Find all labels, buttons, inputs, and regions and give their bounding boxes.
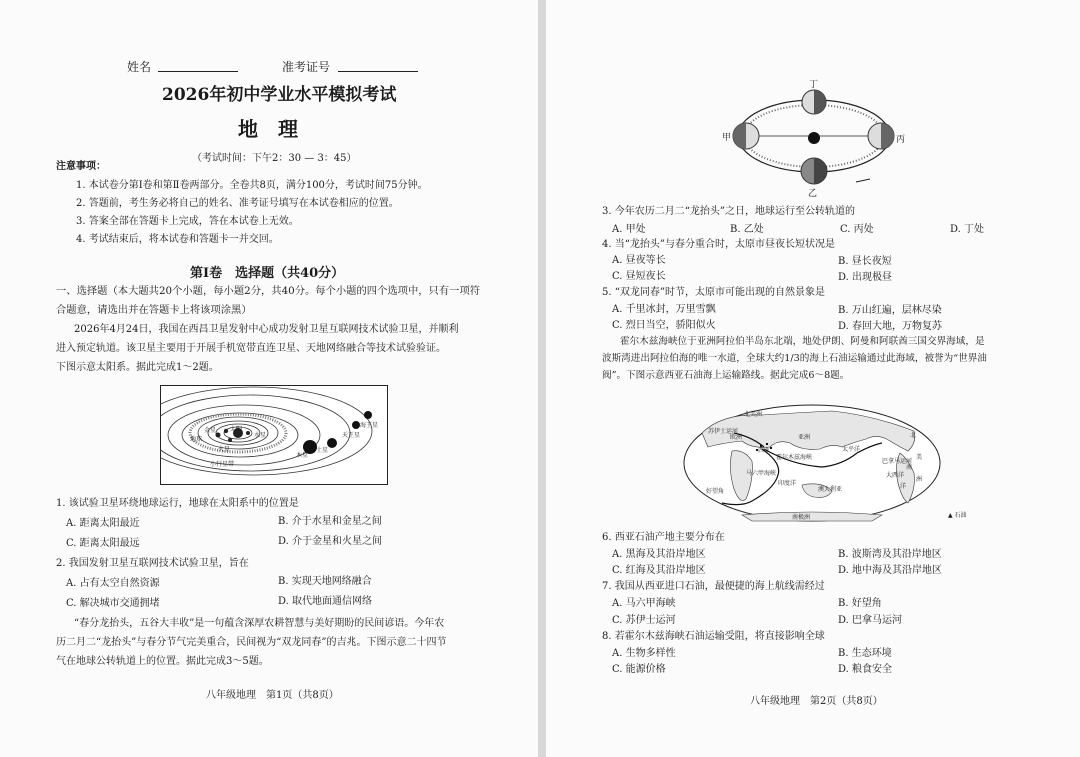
asteroid-belt-label: 小行星带 [210, 461, 235, 468]
page-footer: 八年级地理 第2页（共8页） [750, 696, 883, 707]
map-label-antarctica: 南极洲 [792, 514, 811, 521]
exam-number-label: 准考证号 [282, 60, 331, 74]
subject-title: 地 理 [238, 117, 298, 141]
exam-page-2 [546, 0, 1080, 757]
exam-number-blank [338, 71, 418, 72]
question-3-stem: 3. 今年农历二月二“龙抬头”之日，地球运行至公转轨道的 [602, 206, 855, 217]
map-label-north-america: 北美洲 [744, 411, 763, 418]
page-footer: 八年级地理 第1页（共8页） [206, 690, 339, 701]
note-item: 2. 答题前，考生务必将自己的姓名、准考证号填写在本试卷相应的位置。 [76, 198, 399, 209]
jupiter-label: 木星 [296, 452, 309, 459]
passage-line: 2026年4月24日，我国在西昌卫星发射中心成功发射卫星互联网技术试验卫星，并顺利 [74, 324, 459, 335]
question-7-stem: 7. 我国从西亚进口石油，最便捷的海上航线需经过 [602, 581, 825, 592]
q3-option-a[interactable]: A. 甲处 [612, 224, 646, 235]
map-label-atlantic-tail: 洋 [900, 483, 907, 490]
exam-title: 2026年初中学业水平模拟考试 [162, 85, 397, 105]
earth-orbit-figure [726, 78, 906, 193]
map-label-america-s: 洲 [916, 476, 923, 483]
map-label-america-n: 美 [916, 454, 923, 461]
passage-line: 气在地球公转轨道上的位置。据此完成3～5题。 [56, 656, 269, 667]
name-label: 姓名 [127, 60, 152, 74]
q4-option-d[interactable]: D. 出现极昼 [838, 272, 893, 283]
q3-option-c[interactable]: C. 丙处 [840, 224, 874, 235]
mercury-label: 水星 [254, 432, 267, 439]
q3-option-b[interactable]: B. 乙处 [730, 224, 764, 235]
orbit-label-yi: 乙 [808, 189, 818, 199]
map-label-malacca: 马六甲海峡 [746, 470, 777, 477]
map-label-europe: 欧洲 [730, 434, 743, 441]
q5-option-b[interactable]: B. 万山红遍，层林尽染 [838, 305, 942, 316]
passage-line: 历二月二“龙抬头”与春分节气完美重合，民间视为“双龙同春”的吉兆。下图示意二十四节 [56, 637, 447, 648]
question-4-stem: 4. 当“龙抬头”与春分重合时，太原市昼夜长短状况是 [602, 239, 835, 250]
neptune-label: 海王星 [360, 422, 379, 429]
q1-option-d[interactable]: D. 介于金星和火星之间 [278, 536, 383, 547]
map-label-hormuz: 霍尔木兹海峡 [776, 454, 813, 461]
q2-option-a[interactable]: A. 占有太空自然资源 [66, 578, 160, 589]
earth-label: 地球 [190, 436, 203, 443]
q1-option-c[interactable]: C. 距离太阳最远 [66, 538, 140, 549]
q8-option-a[interactable]: A. 生物多样性 [612, 648, 676, 659]
question-1-stem: 1. 该试验卫星环绕地球运行，地球在太阳系中的位置是 [56, 498, 299, 509]
orbit-label-ding: 丁 [809, 80, 819, 90]
note-item: 1. 本试卷分第Ⅰ卷和第Ⅱ卷两部分。全卷共8页，满分100分，考试时间75分钟。 [76, 180, 428, 191]
q6-option-d[interactable]: D. 地中海及其沿岸地区 [838, 565, 943, 576]
q7-option-d[interactable]: D. 巴拿马运河 [838, 615, 903, 626]
q8-option-b[interactable]: B. 生态环境 [838, 648, 892, 659]
q4-option-b[interactable]: B. 昼长夜短 [838, 256, 892, 267]
q5-option-d[interactable]: D. 春回大地，万物复苏 [838, 321, 943, 332]
q2-option-d[interactable]: D. 取代地面通信网络 [278, 596, 373, 607]
map-label-asia: 亚洲 [798, 434, 811, 441]
q1-option-b[interactable]: B. 介于水星和金星之间 [278, 516, 382, 527]
passage-line: 霍尔木兹海峡位于亚洲阿拉伯半岛东北端，地处伊朗、阿曼和阿联酋三国交界海域，是 [620, 336, 985, 347]
map-legend-oil-label: ▲ 石油 [948, 512, 967, 519]
map-label-cape: 好望角 [706, 488, 725, 495]
q2-option-c[interactable]: C. 解决城市交通拥堵 [66, 598, 160, 609]
uranus-label: 天王星 [342, 432, 361, 439]
exam-page-1 [0, 0, 538, 757]
q2-option-b[interactable]: B. 实现天地网络融合 [278, 576, 372, 587]
sun-icon [808, 132, 820, 144]
passage-line: 阀”。下图示意西亚石油海上运输路线。据此完成6～8题。 [602, 370, 850, 381]
q5-option-c[interactable]: C. 烈日当空，骄阳似火 [612, 320, 716, 331]
q5-option-a[interactable]: A. 千里冰封，万里雪飘 [612, 304, 716, 315]
q4-option-a[interactable]: A. 昼夜等长 [612, 255, 666, 266]
passage-line: 波斯湾进出阿拉伯海的唯一水道，全球大约1/3的海上石油运输通过此海域，被誉为“世界油 [602, 353, 987, 364]
oil-legend-text: 石油 [954, 512, 967, 519]
orbit-label-jia: 甲 [722, 133, 732, 143]
map-label-south: 南 [906, 464, 913, 471]
question-2-stem: 2. 我国发射卫星互联网技术试验卫星，旨在 [56, 558, 249, 569]
name-blank [158, 71, 238, 72]
mars-label: 火星 [218, 446, 231, 453]
q6-option-c[interactable]: C. 红海及其沿岸地区 [612, 565, 706, 576]
map-label-panama: 巴拿马运河 [882, 458, 913, 465]
passage-line: 进入预定轨道。该卫星主要用于开展手机宽带直连卫星、天地网络融合等技术试验验证。 [56, 343, 446, 354]
section-title: 第Ⅰ卷 选择题（共40分） [190, 266, 345, 281]
q6-option-a[interactable]: A. 黑海及其沿岸地区 [612, 549, 706, 560]
question-8-stem: 8. 若霍尔木兹海峡石油运输受阻，将直接影响全球 [602, 631, 825, 642]
exam-time: （考试时间：下午2：30 — 3：45） [192, 153, 357, 164]
map-label-indian-ocean: 印度洋 [778, 480, 797, 487]
q8-option-d[interactable]: D. 粮食安全 [838, 664, 893, 675]
note-item: 3. 答案全部在答题卡上完成，答在本试卷上无效。 [76, 216, 299, 227]
saturn-label: 土星 [316, 447, 329, 454]
map-label-suez: 苏伊士运河 [708, 428, 739, 435]
q7-option-a[interactable]: A. 马六甲海峡 [612, 598, 676, 609]
map-label-atlantic: 大西洋 [886, 472, 905, 479]
passage-line: “春分龙抬头，五谷大丰收”是一句蕴含深厚农耕智慧与美好期盼的民间谚语。今年农 [74, 618, 445, 629]
question-5-stem: 5. “双龙同春”时节，太原市可能出现的自然景象是 [602, 287, 825, 298]
map-label-pacific: 太平洋 [842, 446, 861, 453]
q3-option-d[interactable]: D. 丁处 [950, 224, 985, 235]
map-label-australia: 澳大利亚 [818, 486, 843, 493]
q7-option-c[interactable]: C. 苏伊士运河 [612, 615, 676, 626]
note-item: 4. 考试结束后，将本试卷和答题卡一并交回。 [76, 234, 279, 245]
q6-option-b[interactable]: B. 波斯湾及其沿岸地区 [838, 549, 942, 560]
orbit-label-bing: 丙 [896, 135, 906, 145]
section-intro: 合题意，请选出并在答题卡上将该项涂黑） [56, 304, 252, 316]
q7-option-b[interactable]: B. 好望角 [838, 598, 882, 609]
map-label-west-asia: 西亚 [758, 447, 771, 454]
map-label-north: 北 [910, 432, 917, 439]
question-6-stem: 6. 西亚石油产地主要分布在 [602, 532, 725, 543]
sun-label: 太阳 [230, 426, 243, 433]
q1-option-a[interactable]: A. 距离太阳最近 [66, 518, 140, 529]
q8-option-c[interactable]: C. 能源价格 [612, 664, 666, 675]
q4-option-c[interactable]: C. 昼短夜长 [612, 271, 666, 282]
venus-label: 金星 [204, 427, 217, 434]
notes-heading: 注意事项： [56, 161, 106, 172]
passage-line: 下图示意太阳系。据此完成1～2题。 [56, 362, 219, 373]
section-intro: 一、选择题（本大题共20个小题，每小题2分，共40分。每个小题的四个选项中，只有一项符 [56, 285, 481, 297]
